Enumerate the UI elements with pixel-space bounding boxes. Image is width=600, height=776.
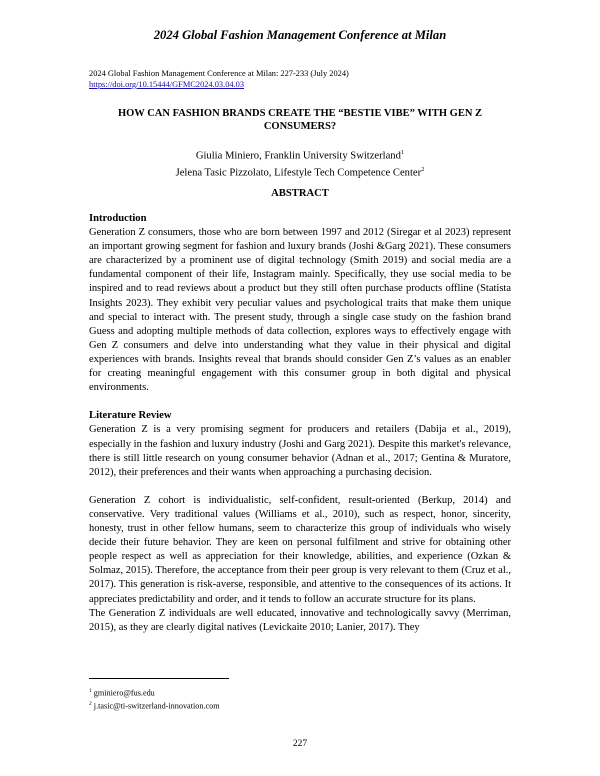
footnote-mark: 1 — [400, 149, 405, 156]
footnote-email[interactable]: j.tasic@ti-switzerland-innovation.com — [93, 701, 220, 711]
abstract-heading: ABSTRACT — [271, 188, 329, 199]
citation-block — [89, 68, 349, 90]
footnote-mark: 2 — [421, 165, 425, 173]
page-number: 227 — [292, 739, 308, 749]
author-line — [89, 146, 511, 163]
running-header: 2024 Global Fashion Management Conference at Milan — [153, 28, 447, 42]
footnote-mark: 2 — [89, 700, 92, 707]
footnote-email[interactable]: gminiero@fus.edu — [93, 688, 155, 698]
author-name: Jelena Tasic Pizzolato, Lifestyle Tech Competence Center — [175, 167, 422, 179]
footnote — [89, 686, 220, 699]
section-heading-literature-review: Literature Review — [89, 410, 172, 422]
paper-title: HOW CAN FASHION BRANDS CREATE THE “BESTIE VIBE” WITH GEN Z CONSUMERS? — [117, 108, 483, 133]
section-heading-introduction: Introduction — [89, 213, 147, 224]
paragraph: Generation Z consumers, those who are born between 1997 and 2012 (Siregar et al 2023) represent an important growing segment for fashion and luxury brands (Joshi &Garg 2021). These consumers are characterized by a prominent use of digital technology (Smith 2019) and social media are a fundamental component of their life, Instagram mainly. Specifically, they use social media to be inspired and to read reviews about a product but they still often purchase products offline (Statista Insights 2023). They exhibit very peculiar values and psychological traits that make them unique and special to interact with. The present study, through a single case study on the fashion brand Guess and adopting multiple methods of data collection, explores ways to effectively engage with Gen Z consumers and delve into understanding what they value in their physical and digital experiences with brands. Insights reveal that brands should consider Gen Z’s values as an enabler for creating meaningful engagement with this consumer group in both digital and physical environments. — [89, 227, 511, 394]
paragraph: Generation Z is a very promising segment for producers and retailers (Dabija et al., 2019), especially in the fashion and luxury industry (Joshi and Garg 2021). Despite this market's relevance, there is still little research on young consumer behavior (Adnan et al., 2017; Gentina & Muratore, 2012), their preferences and their wants when approaching a purchasing decision. — [89, 424, 511, 478]
footnote — [89, 699, 220, 712]
footnotes — [89, 686, 220, 711]
footnote-mark: 1 — [89, 688, 92, 694]
citation-line: 2024 Global Fashion Management Conference at Milan: 227-233 (July 2024) — [89, 69, 349, 78]
footnote-divider — [89, 678, 229, 679]
author-list — [89, 146, 511, 180]
main-text — [89, 212, 511, 635]
doi-link[interactable]: https://doi.org/10.15444/GFMC2024.03.04.03 — [89, 80, 245, 89]
author-line — [89, 163, 511, 180]
paragraph: Generation Z cohort is individualistic, self-confident, result-oriented (Berkup, 2014) and conservative. Very traditional values (Williams et al., 2010), such as respect, honor, sincerity, honesty, trust in other fellow humans, seem to characterize this group of individuals who wisely decide their future behavior. They are keen on personal fulfilment and strive for obtaining other people respect as well as appreciation for their knowledge, abilities, and experience (Ozkan & Solmaz, 2015). Therefore, the acceptance from their peer group is very relevant to them (Cruz et al., 2017). This generation is risk-averse, responsible, and attentive to the consequences of its actions. It appreciates predictability and order, and it tends to follow an accurate structure for its plans. — [89, 494, 511, 605]
author-name: Giulia Miniero, Franklin University Switzerland — [195, 150, 401, 162]
paragraph: The Generation Z individuals are well educated, innovative and technologically savvy (Merriman, 2015), as they are clearly digital natives (Levickaite 2010; Lanier, 2017). They — [89, 607, 511, 633]
